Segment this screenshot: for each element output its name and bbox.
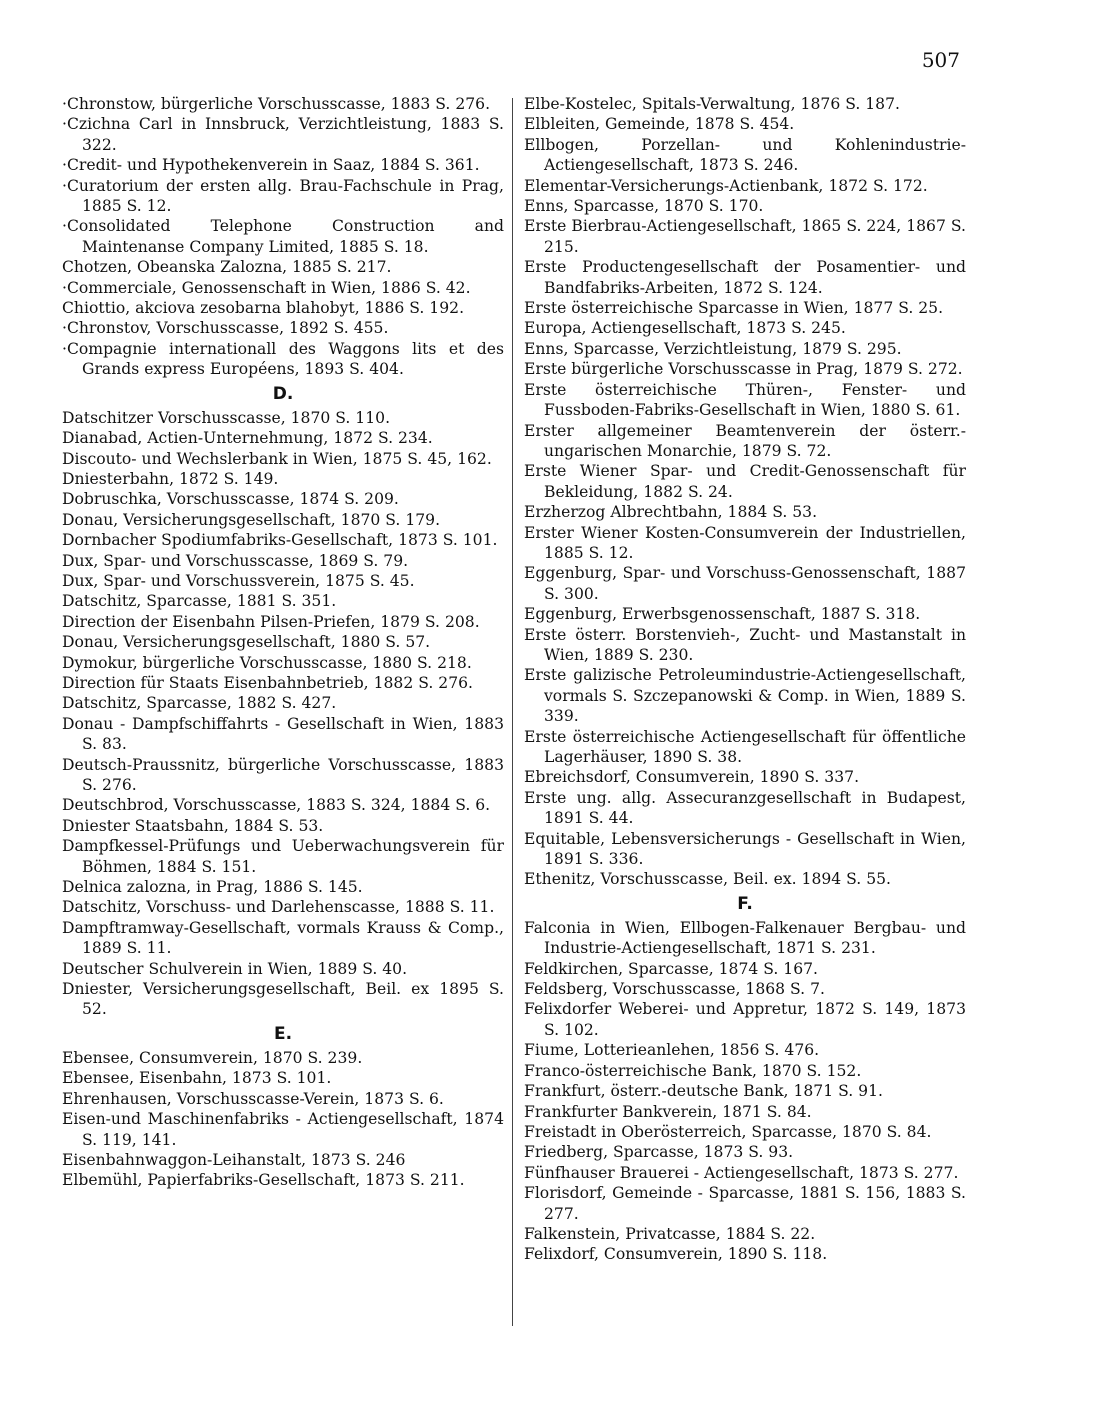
index-entry: Dux, Spar- und Vorschussverein, 1875 S. 45.: [62, 571, 415, 590]
index-entry: ·Compagnie internationall des Waggons lits et des Grands express Européens, 1893 S. 404.: [62, 339, 504, 379]
index-entry: Falkenstein, Privatcasse, 1884 S. 22.: [524, 1224, 816, 1243]
index-entry: Datschitz, Vorschuss- und Darlehenscasse, 1888 S. 11.: [62, 898, 495, 917]
index-entry: Ebreichsdorf, Consumverein, 1890 S. 337.: [524, 768, 860, 787]
index-entry: Erste ung. allg. Assecuranzgesellschaft in Budapest, 1891 S. 44.: [524, 788, 966, 828]
index-entry: Delnica zalozna, in Prag, 1886 S. 145.: [62, 878, 363, 897]
index-entry: Friedberg, Sparcasse, 1873 S. 93.: [524, 1143, 794, 1162]
index-entry: Fünfhauser Brauerei - Actiengesellschaft, 1873 S. 277.: [524, 1163, 959, 1182]
index-entry: Elbe-Kostelec, Spitals-Verwaltung, 1876 S. 187.: [524, 95, 900, 113]
index-entry: Enns, Sparcasse, Verzichtleistung, 1879 S. 295.: [524, 339, 902, 358]
index-entry: Datschitz, Sparcasse, 1882 S. 427.: [62, 694, 337, 713]
index-entry: Donau, Versicherungsgesellschaft, 1870 S. 179.: [62, 510, 441, 529]
index-entry: Erste österreichische Sparcasse in Wien, 1877 S. 25.: [524, 299, 944, 318]
index-entry: Donau - Dampfschiffahrts - Gesellschaft in Wien, 1883 S. 83.: [62, 714, 504, 754]
index-entry: Feldkirchen, Sparcasse, 1874 S. 167.: [524, 959, 819, 978]
index-entry: Eisen-und Maschinenfabriks - Actiengesellschaft, 1874 S. 119, 141.: [62, 1110, 504, 1149]
index-entry: Discouto- und Wechslerbank in Wien, 1875 S. 45, 162.: [62, 449, 492, 468]
left-column: [62, 94, 504, 1191]
index-entry: ·Czichna Carl in Innsbruck, Verzichtleistung, 1883 S. 322.: [62, 115, 504, 154]
index-entry: Donau, Versicherungsgesellschaft, 1880 S. 57.: [62, 633, 431, 652]
index-entry: Dianabad, Actien-Unternehmung, 1872 S. 234.: [62, 429, 433, 448]
index-entry: Feldsberg, Vorschusscasse, 1868 S. 7.: [524, 980, 825, 999]
index-entry: Dux, Spar- und Vorschusscasse, 1869 S. 79.: [62, 551, 409, 570]
index-entry: Enns, Sparcasse, 1870 S. 170.: [524, 197, 764, 216]
index-entry: Ehrenhausen, Vorschusscasse-Verein, 1873 S. 6.: [62, 1089, 444, 1108]
index-entry: Deutsch-Praussnitz, bürgerliche Vorschusscasse, 1883 S. 276.: [62, 755, 504, 794]
index-entry: Elementar-Versicherungs-Actienbank, 1872 S. 172.: [524, 176, 928, 195]
index-entry: Falconia in Wien, Ellbogen-Falkenauer Bergbau- und Industrie-Actiengesellschaft, 1871 S. 231.: [524, 918, 966, 958]
index-entry: Europa, Actiengesellschaft, 1873 S. 245.: [524, 319, 846, 338]
index-entry: Erste Productengesellschaft der Posamentier- und Bandfabriks-Arbeiten, 1872 S. 124.: [524, 258, 966, 297]
section-heading: E.: [273, 1023, 293, 1044]
index-entry: Franco-österreichische Bank, 1870 S. 152.: [524, 1061, 862, 1080]
index-entry: Dobruschka, Vorschusscasse, 1874 S. 209.: [62, 490, 399, 509]
index-entry: Erste Wiener Spar- und Credit-Genossenschaft für Bekleidung, 1882 S. 24.: [524, 462, 966, 501]
index-entry: Erster Wiener Kosten-Consumverein der Industriellen, 1885 S. 12.: [524, 523, 966, 562]
index-entry: Elbleiten, Gemeinde, 1878 S. 454.: [524, 115, 795, 134]
index-entry: Erste österr. Borstenvieh-, Zucht- und Mastanstalt in Wien, 1889 S. 230.: [524, 625, 966, 664]
index-entry: Deutschbrod, Vorschusscasse, 1883 S. 324, 1884 S. 6.: [62, 796, 491, 815]
index-entry: Frankfurter Bankverein, 1871 S. 84.: [524, 1102, 812, 1121]
index-entry: Dniester, Versicherungsgesellschaft, Beil. ex 1895 S. 52.: [62, 980, 504, 1019]
index-entry: Dniesterbahn, 1872 S. 149.: [62, 469, 279, 488]
right-column: [524, 94, 966, 1265]
section-heading: F.: [737, 893, 753, 914]
index-entry: ·Credit- und Hypothekenverein in Saaz, 1884 S. 361.: [62, 156, 480, 175]
index-entry: ·Curatorium der ersten allg. Brau-Fachschule in Prag, 1885 S. 12.: [62, 176, 504, 216]
index-entry: Deutscher Schulverein in Wien, 1889 S. 40.: [62, 959, 408, 978]
index-entry: Erste galizische Petroleumindustrie-Actiengesellschaft, vormals S. Szczepanowski & Comp. in Wien, 1889 S. 339.: [524, 666, 966, 726]
index-entry: Ebensee, Eisenbahn, 1873 S. 101.: [62, 1069, 332, 1088]
index-entry: Equitable, Lebensversicherungs - Gesellschaft in Wien, 1891 S. 336.: [524, 829, 966, 869]
index-entry: Ebensee, Consumverein, 1870 S. 239.: [62, 1048, 363, 1067]
index-entry: Fiume, Lotterieanlehen, 1856 S. 476.: [524, 1041, 820, 1060]
index-entry: ·Consolidated Telephone Construction and Maintenanse Company Limited, 1885 S. 18.: [62, 217, 504, 256]
index-entry: Eggenburg, Erwerbsgenossenschaft, 1887 S. 318.: [524, 605, 921, 624]
index-entry: ·Chronstow, bürgerliche Vorschusscasse, 1883 S. 276.: [62, 95, 491, 113]
index-entry: Erzherzog Albrechtbahn, 1884 S. 53.: [524, 503, 818, 522]
index-entry: Eisenbahnwaggon-Leihanstalt, 1873 S. 246: [62, 1150, 406, 1169]
index-entry: ·Commerciale, Genossenschaft in Wien, 1886 S. 42.: [62, 278, 471, 297]
index-entry: Dampfkessel-Prüfungs und Ueberwachungsverein für Böhmen, 1884 S. 151.: [62, 837, 504, 876]
index-entry: Eggenburg, Spar- und Vorschuss-Genossenschaft, 1887 S. 300.: [524, 564, 966, 603]
index-entry: Dniester Staatsbahn, 1884 S. 53.: [62, 816, 324, 835]
index-entry: Erste österreichische Actiengesellschaft für öffentliche Lagerhäuser, 1890 S. 38.: [524, 727, 966, 766]
index-entry: Erste bürgerliche Vorschusscasse in Prag, 1879 S. 272.: [524, 360, 963, 379]
section-heading: D.: [272, 383, 294, 404]
index-entry: Elbemühl, Papierfabriks-Gesellschaft, 1873 S. 211.: [62, 1171, 465, 1190]
index-entry: Dampftramway-Gesellschaft, vormals Krauss & Comp., 1889 S. 11.: [62, 918, 504, 958]
index-entry: ·Chronstov, Vorschusscasse, 1892 S. 455.: [62, 319, 389, 338]
index-entry: Felixdorf, Consumverein, 1890 S. 118.: [524, 1245, 828, 1264]
index-entry: Felixdorfer Weberei- und Appretur, 1872 S. 149, 1873 S. 102.: [524, 1000, 966, 1039]
index-entry: Direction für Staats Eisenbahnbetrieb, 1882 S. 276.: [62, 673, 473, 692]
index-entry: Ellbogen, Porzellan- und Kohlenindustrie-Actiengesellschaft, 1873 S. 246.: [524, 135, 966, 175]
index-entry: Ethenitz, Vorschusscasse, Beil. ex. 1894 S. 55.: [524, 870, 892, 889]
column-divider: [512, 98, 513, 1326]
index-entry: Datschitz, Sparcasse, 1881 S. 351.: [62, 592, 337, 611]
index-entry: Chiottio, akciova zesobarna blahobyt, 1886 S. 192.: [62, 299, 465, 318]
index-entry: Freistadt in Oberösterreich, Sparcasse, 1870 S. 84.: [524, 1122, 932, 1141]
index-entry: Dornbacher Spodiumfabriks-Gesellschaft, 1873 S. 101.: [62, 531, 498, 550]
index-entry: Direction der Eisenbahn Pilsen-Priefen, 1879 S. 208.: [62, 612, 480, 631]
index-entry: Frankfurt, österr.-deutsche Bank, 1871 S. 91.: [524, 1082, 883, 1101]
page-number: 507: [921, 48, 960, 72]
index-entry: Datschitzer Vorschusscasse, 1870 S. 110.: [62, 408, 391, 427]
index-entry: Erster allgemeiner Beamtenverein der österr.-ungarischen Monarchie, 1879 S. 72.: [524, 421, 966, 460]
index-entry: Erste Bierbrau-Actiengesellschaft, 1865 S. 224, 1867 S. 215.: [524, 217, 966, 256]
index-entry: Chotzen, Obeanska Zalozna, 1885 S. 217.: [62, 258, 392, 277]
index-entry: Dymokur, bürgerliche Vorschusscasse, 1880 S. 218.: [62, 653, 472, 672]
index-entry: Florisdorf, Gemeinde - Sparcasse, 1881 S. 156, 1883 S. 277.: [524, 1184, 966, 1223]
index-entry: Erste österreichische Thüren-, Fenster- und Fussboden-Fabriks-Gesellschaft in Wien, 1880 S. 61.: [524, 380, 966, 420]
